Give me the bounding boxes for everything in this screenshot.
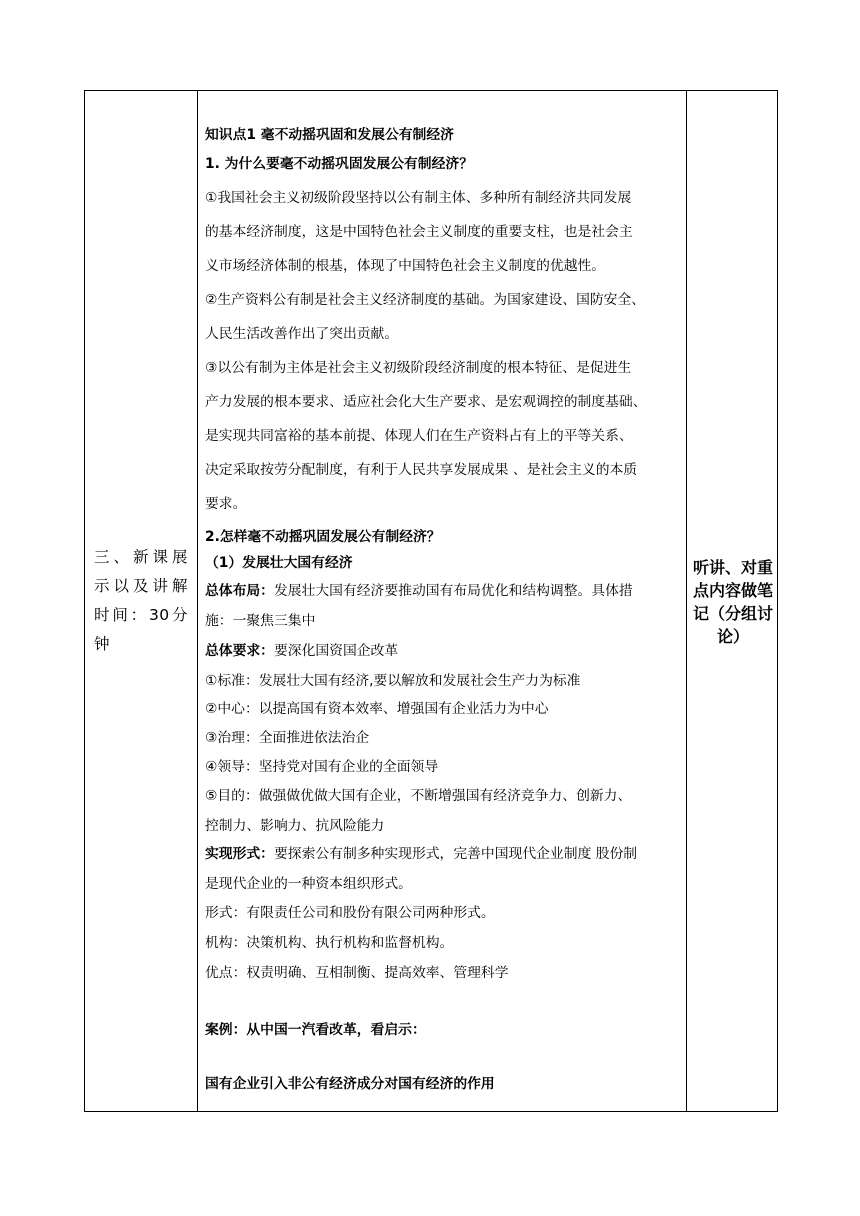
content-line-text: 产力发展的根本要求、适应社会化大生产要求、是宏观调控的制度基础、: [205, 394, 647, 410]
content-line-text: 要探索公有制多种实现形式，完善中国现代企业制度 股份制: [273, 846, 638, 862]
content-line: [205, 757, 438, 777]
content-line-text: ④领导：坚持党对国有企业的全面领导: [205, 759, 439, 775]
content-line: [205, 392, 647, 412]
content-line: [205, 358, 631, 378]
content-line-text: 国有企业引入非公有经济成分对国有经济的作用: [205, 1076, 495, 1092]
content-line-text: 要深化国资国企改革: [273, 643, 399, 659]
content-line: [205, 1020, 426, 1040]
section-label: 三、新课展示以及讲解时间：30分钟: [94, 548, 188, 653]
content-line-text: ①标准：发展壮大国有经济,要以解放和发展社会生产力为标准: [205, 673, 581, 689]
student-activity-label: 听讲、对重点内容做笔记（分组讨论）: [693, 558, 774, 646]
content-line-text: ③治理：全面推进依法治企: [205, 730, 370, 746]
content-line: [205, 611, 315, 631]
content-line-text: 知识点1 毫不动摇巩固和发展公有制经济: [205, 127, 454, 143]
content-line: [205, 874, 412, 894]
content-line-label: 总体要求：: [205, 643, 274, 659]
content-line: [205, 581, 633, 601]
content-line-text: 形式：有限责任公司和股份有限公司两种形式。: [205, 905, 495, 921]
content-line-label: 实现形式：: [205, 846, 274, 862]
content-line-text: 控制力、影响力、抗风险能力: [205, 818, 385, 834]
content-line: [205, 844, 637, 864]
content-line-text: 是实现共同富裕的基本前提、体现人们在生产资料占有上的平等关系、: [205, 428, 633, 444]
activity-cell: [687, 91, 779, 1111]
content-line-label: 总体布局：: [205, 583, 274, 599]
content-line: [205, 699, 549, 719]
content-line: [205, 641, 398, 661]
content-line-text: ②生产资料公有制是社会主义经济制度的基础。为国家建设、国防安全、: [205, 292, 646, 308]
content-line-text: 施：一聚焦三集中: [205, 613, 316, 629]
content-line-text: ②中心：以提高国有资本效率、增强国有企业活力为中心: [205, 701, 549, 717]
section-cell: [85, 91, 197, 1111]
content-line: [205, 816, 384, 836]
content-line-text: 的基本经济制度，这是中国特色社会主义制度的重要支柱，也是社会主: [205, 224, 633, 240]
content-line: [205, 426, 633, 446]
content-line-text: 义市场经济体制的根基，体现了中国特色社会主义制度的优越性。: [205, 258, 606, 274]
content-line-text: ⑤目的：做强做优做大国有企业，不断增强国有经济竞争力、创新力、: [205, 788, 632, 804]
content-line: [205, 324, 398, 344]
content-line: [205, 256, 605, 276]
content-line-text: 要求。: [205, 496, 247, 512]
content-line-text: 人民生活改善作出了突出贡献。: [205, 326, 399, 342]
content-line: [205, 933, 453, 953]
content-line: [205, 494, 246, 514]
content-line: [205, 527, 441, 547]
content-line: [205, 125, 454, 145]
content-line: [205, 553, 353, 573]
content-line-text: 是现代企业的一种资本组织形式。: [205, 876, 412, 892]
content-line-text: （1）发展壮大国有经济: [205, 555, 353, 571]
content-line-text: ③以公有制为主体是社会主义初级阶段经济制度的根本特征、是促进生: [205, 360, 632, 376]
content-line-text: 决定采取按劳分配制度，有利于人民共享发展成果 、是社会主义的本质: [205, 462, 638, 478]
content-cell: [198, 91, 686, 1111]
content-line-text: 机构：决策机构、执行机构和监督机构。: [205, 935, 454, 951]
content-line-text: 优点：权责明确、互相制衡、提高效率、管理科学: [205, 965, 509, 981]
content-line: [205, 903, 495, 923]
content-line: [205, 671, 580, 691]
content-line-text: 2.怎样毫不动摇巩固发展公有制经济？: [205, 529, 441, 545]
content-line-text: 案例：从中国一汽看改革，看启示：: [205, 1022, 426, 1038]
content-line-text: 发展壮大国有经济要推动国有布局优化和结构调整。具体措: [273, 583, 633, 599]
content-line-text: ①我国社会主义初级阶段坚持以公有制主体、多种所有制经济共同发展: [205, 190, 632, 206]
content-line: [205, 963, 509, 983]
content-line-text: 1. 为什么要毫不动摇巩固发展公有制经济？: [205, 156, 473, 172]
content-line: [205, 290, 645, 310]
content-line: [205, 188, 631, 208]
content-line: [205, 222, 633, 242]
content-line: [205, 460, 637, 480]
content-line: [205, 786, 631, 806]
content-line: [205, 154, 473, 174]
content-line: [205, 1074, 495, 1094]
lesson-table: [84, 90, 778, 1112]
content-line: [205, 728, 369, 748]
